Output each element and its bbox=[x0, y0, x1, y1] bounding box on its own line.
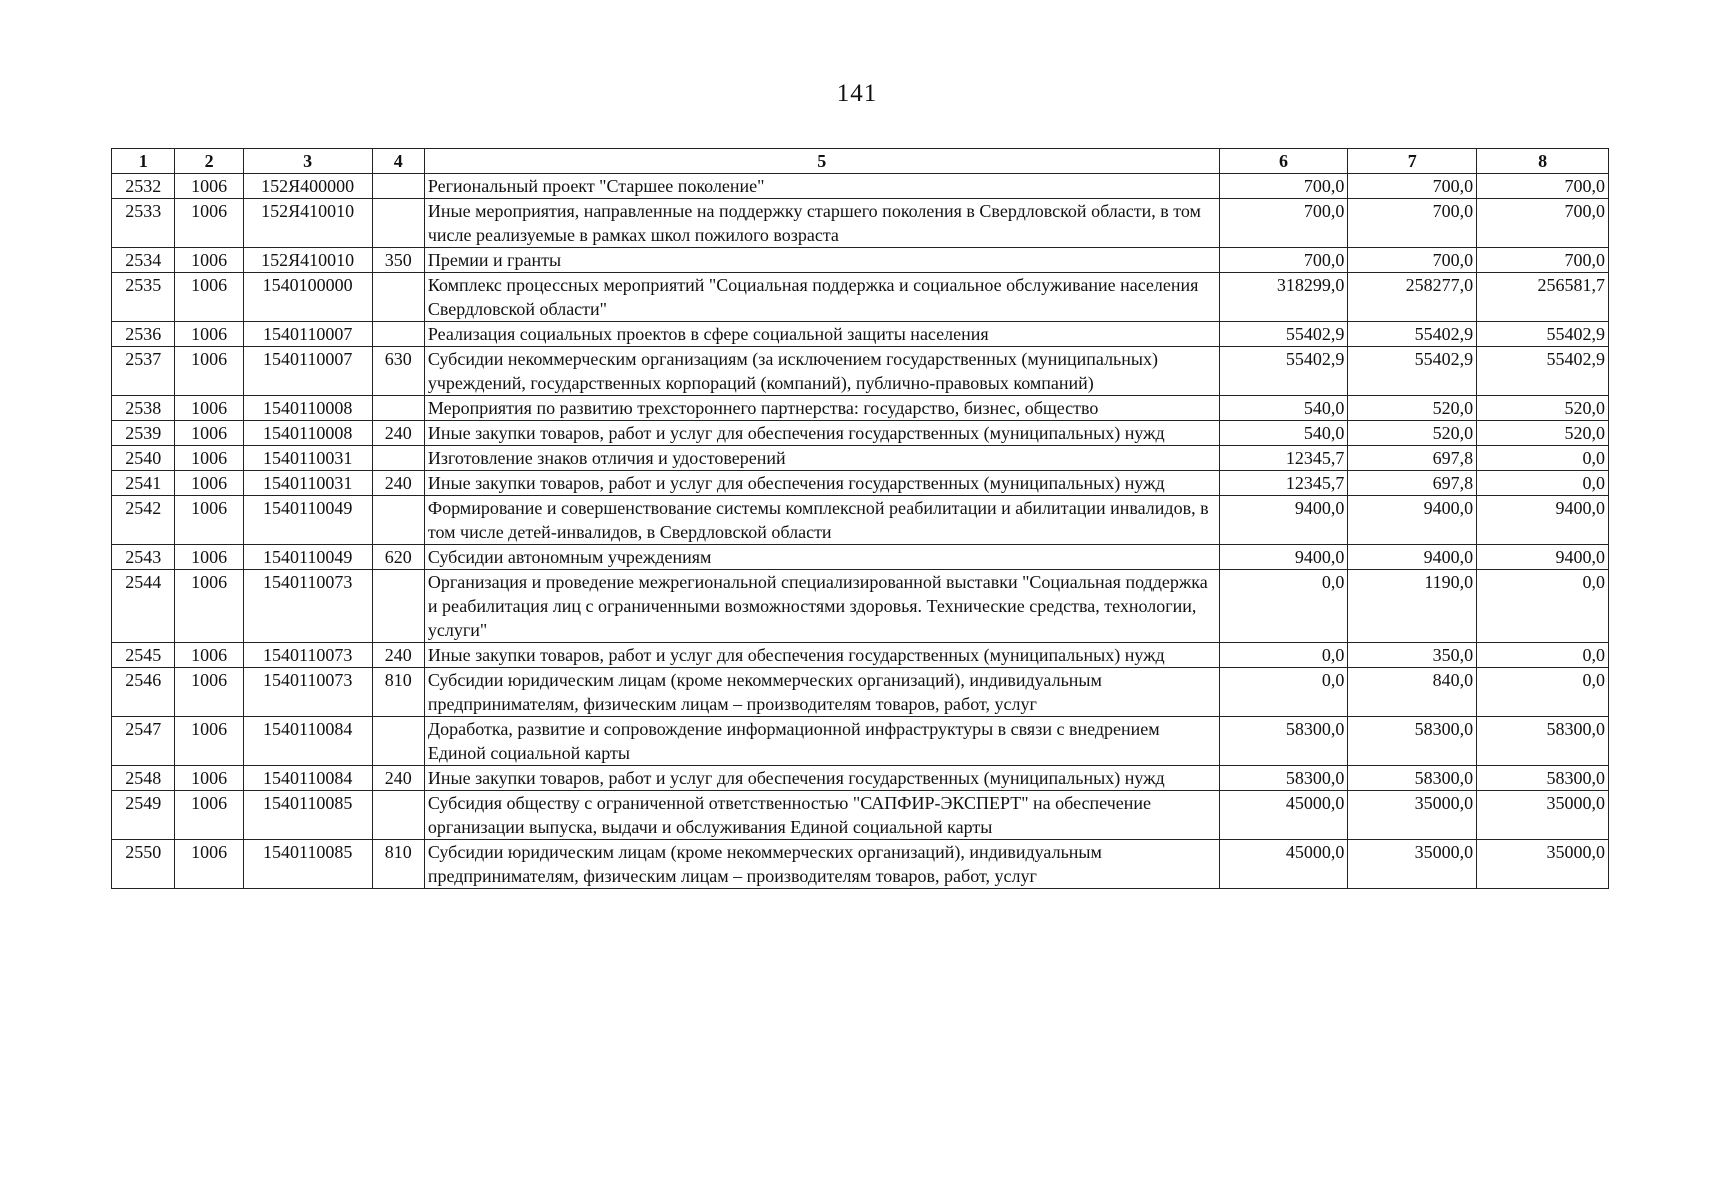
row-number-cell: 2544 bbox=[112, 570, 175, 643]
expense-type-cell: 240 bbox=[372, 766, 424, 791]
amount-col6-cell: 12345,7 bbox=[1219, 471, 1348, 496]
item-name-cell: Субсидии некоммерческим организациям (за исключением государственных (муниципальных) учреждений, государственных корпораций (компаний), публично-правовых компаний) bbox=[424, 347, 1219, 396]
amount-col7-cell: 58300,0 bbox=[1348, 717, 1477, 766]
expense-type-cell: 240 bbox=[372, 643, 424, 668]
target-article-cell: 152Я410010 bbox=[243, 248, 372, 273]
amount-col7-cell: 258277,0 bbox=[1348, 273, 1477, 322]
amount-col7-cell: 35000,0 bbox=[1348, 791, 1477, 840]
table-row bbox=[112, 471, 1609, 496]
target-article-cell: 1540110049 bbox=[243, 496, 372, 545]
column-header: 4 bbox=[372, 149, 424, 174]
section-code-cell: 1006 bbox=[175, 347, 243, 396]
target-article-cell: 1540110049 bbox=[243, 545, 372, 570]
amount-col8-cell: 55402,9 bbox=[1477, 347, 1609, 396]
table-row bbox=[112, 322, 1609, 347]
item-name-cell: Субсидия обществу с ограниченной ответственностью "САПФИР-ЭКСПЕРТ" на обеспечение организации выпуска, выдачи и обслуживания Единой социальной карты bbox=[424, 791, 1219, 840]
amount-col8-cell: 0,0 bbox=[1477, 471, 1609, 496]
item-name-cell: Доработка, развитие и сопровождение информационной инфраструктуры в связи с внедрением Единой социальной карты bbox=[424, 717, 1219, 766]
table-row bbox=[112, 643, 1609, 668]
column-header: 3 bbox=[243, 149, 372, 174]
expense-type-cell bbox=[372, 322, 424, 347]
target-article-cell: 1540110085 bbox=[243, 791, 372, 840]
item-name-cell: Иные закупки товаров, работ и услуг для обеспечения государственных (муниципальных) нужд bbox=[424, 421, 1219, 446]
item-name-cell: Изготовление знаков отличия и удостоверений bbox=[424, 446, 1219, 471]
amount-col8-cell: 0,0 bbox=[1477, 446, 1609, 471]
table-row bbox=[112, 273, 1609, 322]
amount-col8-cell: 0,0 bbox=[1477, 668, 1609, 717]
amount-col6-cell: 540,0 bbox=[1219, 421, 1348, 446]
amount-col8-cell: 520,0 bbox=[1477, 396, 1609, 421]
amount-col6-cell: 0,0 bbox=[1219, 570, 1348, 643]
expense-type-cell bbox=[372, 396, 424, 421]
amount-col8-cell: 700,0 bbox=[1477, 199, 1609, 248]
expense-type-cell: 240 bbox=[372, 471, 424, 496]
row-number-cell: 2532 bbox=[112, 174, 175, 199]
item-name-cell: Формирование и совершенствование системы комплексной реабилитации и абилитации инвалидов, в том числе детей-инвалидов, в Свердловской области bbox=[424, 496, 1219, 545]
section-code-cell: 1006 bbox=[175, 174, 243, 199]
amount-col8-cell: 58300,0 bbox=[1477, 717, 1609, 766]
amount-col6-cell: 9400,0 bbox=[1219, 545, 1348, 570]
section-code-cell: 1006 bbox=[175, 791, 243, 840]
row-number-cell: 2533 bbox=[112, 199, 175, 248]
amount-col7-cell: 700,0 bbox=[1348, 199, 1477, 248]
section-code-cell: 1006 bbox=[175, 396, 243, 421]
amount-col8-cell: 35000,0 bbox=[1477, 791, 1609, 840]
item-name-cell: Реализация социальных проектов в сфере социальной защиты населения bbox=[424, 322, 1219, 347]
budget-table bbox=[111, 148, 1609, 889]
table-row bbox=[112, 840, 1609, 889]
section-code-cell: 1006 bbox=[175, 273, 243, 322]
amount-col7-cell: 697,8 bbox=[1348, 471, 1477, 496]
amount-col6-cell: 700,0 bbox=[1219, 248, 1348, 273]
row-number-cell: 2548 bbox=[112, 766, 175, 791]
amount-col8-cell: 0,0 bbox=[1477, 570, 1609, 643]
item-name-cell: Мероприятия по развитию трехстороннего партнерства: государство, бизнес, общество bbox=[424, 396, 1219, 421]
table-row bbox=[112, 668, 1609, 717]
amount-col6-cell: 55402,9 bbox=[1219, 322, 1348, 347]
item-name-cell: Субсидии юридическим лицам (кроме некоммерческих организаций), индивидуальным предпринимателям, физическим лицам – производителям товаров, работ, услуг bbox=[424, 840, 1219, 889]
item-name-cell: Субсидии юридическим лицам (кроме некоммерческих организаций), индивидуальным предпринимателям, физическим лицам – производителям товаров, работ, услуг bbox=[424, 668, 1219, 717]
amount-col6-cell: 45000,0 bbox=[1219, 840, 1348, 889]
amount-col7-cell: 520,0 bbox=[1348, 396, 1477, 421]
row-number-cell: 2542 bbox=[112, 496, 175, 545]
amount-col6-cell: 700,0 bbox=[1219, 174, 1348, 199]
expense-type-cell: 630 bbox=[372, 347, 424, 396]
amount-col6-cell: 55402,9 bbox=[1219, 347, 1348, 396]
expense-type-cell: 240 bbox=[372, 421, 424, 446]
table-row bbox=[112, 717, 1609, 766]
target-article-cell: 1540110073 bbox=[243, 668, 372, 717]
row-number-cell: 2540 bbox=[112, 446, 175, 471]
amount-col8-cell: 55402,9 bbox=[1477, 322, 1609, 347]
section-code-cell: 1006 bbox=[175, 717, 243, 766]
expense-type-cell: 810 bbox=[372, 668, 424, 717]
target-article-cell: 152Я410010 bbox=[243, 199, 372, 248]
amount-col7-cell: 700,0 bbox=[1348, 174, 1477, 199]
amount-col8-cell: 9400,0 bbox=[1477, 496, 1609, 545]
table-row bbox=[112, 446, 1609, 471]
expense-type-cell bbox=[372, 496, 424, 545]
expense-type-cell bbox=[372, 273, 424, 322]
table-row bbox=[112, 421, 1609, 446]
section-code-cell: 1006 bbox=[175, 471, 243, 496]
target-article-cell: 1540110007 bbox=[243, 322, 372, 347]
amount-col8-cell: 700,0 bbox=[1477, 248, 1609, 273]
expense-type-cell bbox=[372, 199, 424, 248]
target-article-cell: 1540110073 bbox=[243, 643, 372, 668]
item-name-cell: Иные закупки товаров, работ и услуг для обеспечения государственных (муниципальных) нужд bbox=[424, 643, 1219, 668]
amount-col6-cell: 45000,0 bbox=[1219, 791, 1348, 840]
page-number: 141 bbox=[836, 80, 878, 107]
amount-col7-cell: 840,0 bbox=[1348, 668, 1477, 717]
amount-col8-cell: 520,0 bbox=[1477, 421, 1609, 446]
amount-col7-cell: 55402,9 bbox=[1348, 347, 1477, 396]
table-row bbox=[112, 174, 1609, 199]
target-article-cell: 1540100000 bbox=[243, 273, 372, 322]
row-number-cell: 2535 bbox=[112, 273, 175, 322]
expense-type-cell: 810 bbox=[372, 840, 424, 889]
table-row bbox=[112, 347, 1609, 396]
amount-col8-cell: 35000,0 bbox=[1477, 840, 1609, 889]
amount-col8-cell: 58300,0 bbox=[1477, 766, 1609, 791]
column-header: 1 bbox=[112, 149, 175, 174]
item-name-cell: Региональный проект "Старшее поколение" bbox=[424, 174, 1219, 199]
amount-col7-cell: 55402,9 bbox=[1348, 322, 1477, 347]
amount-col6-cell: 58300,0 bbox=[1219, 717, 1348, 766]
column-header: 6 bbox=[1219, 149, 1348, 174]
expense-type-cell bbox=[372, 446, 424, 471]
header-row bbox=[112, 149, 1609, 174]
expense-type-cell bbox=[372, 717, 424, 766]
section-code-cell: 1006 bbox=[175, 446, 243, 471]
amount-col6-cell: 9400,0 bbox=[1219, 496, 1348, 545]
target-article-cell: 1540110008 bbox=[243, 396, 372, 421]
row-number-cell: 2543 bbox=[112, 545, 175, 570]
target-article-cell: 1540110031 bbox=[243, 471, 372, 496]
table-row bbox=[112, 396, 1609, 421]
section-code-cell: 1006 bbox=[175, 840, 243, 889]
amount-col6-cell: 700,0 bbox=[1219, 199, 1348, 248]
target-article-cell: 1540110084 bbox=[243, 717, 372, 766]
section-code-cell: 1006 bbox=[175, 248, 243, 273]
amount-col7-cell: 697,8 bbox=[1348, 446, 1477, 471]
row-number-cell: 2539 bbox=[112, 421, 175, 446]
amount-col6-cell: 0,0 bbox=[1219, 668, 1348, 717]
section-code-cell: 1006 bbox=[175, 421, 243, 446]
row-number-cell: 2545 bbox=[112, 643, 175, 668]
item-name-cell: Иные закупки товаров, работ и услуг для обеспечения государственных (муниципальных) нужд bbox=[424, 766, 1219, 791]
table-row bbox=[112, 199, 1609, 248]
target-article-cell: 1540110008 bbox=[243, 421, 372, 446]
amount-col8-cell: 9400,0 bbox=[1477, 545, 1609, 570]
amount-col8-cell: 0,0 bbox=[1477, 643, 1609, 668]
amount-col8-cell: 700,0 bbox=[1477, 174, 1609, 199]
amount-col7-cell: 520,0 bbox=[1348, 421, 1477, 446]
section-code-cell: 1006 bbox=[175, 545, 243, 570]
expense-type-cell: 620 bbox=[372, 545, 424, 570]
table-row bbox=[112, 791, 1609, 840]
item-name-cell: Субсидии автономным учреждениям bbox=[424, 545, 1219, 570]
column-header: 5 bbox=[424, 149, 1219, 174]
table-header bbox=[112, 149, 1609, 174]
expense-type-cell: 350 bbox=[372, 248, 424, 273]
row-number-cell: 2538 bbox=[112, 396, 175, 421]
column-header: 8 bbox=[1477, 149, 1609, 174]
table-row bbox=[112, 496, 1609, 545]
amount-col6-cell: 540,0 bbox=[1219, 396, 1348, 421]
table-row bbox=[112, 248, 1609, 273]
amount-col6-cell: 318299,0 bbox=[1219, 273, 1348, 322]
section-code-cell: 1006 bbox=[175, 766, 243, 791]
row-number-cell: 2550 bbox=[112, 840, 175, 889]
target-article-cell: 1540110007 bbox=[243, 347, 372, 396]
section-code-cell: 1006 bbox=[175, 570, 243, 643]
section-code-cell: 1006 bbox=[175, 496, 243, 545]
target-article-cell: 1540110085 bbox=[243, 840, 372, 889]
amount-col7-cell: 9400,0 bbox=[1348, 545, 1477, 570]
section-code-cell: 1006 bbox=[175, 643, 243, 668]
item-name-cell: Комплекс процессных мероприятий "Социальная поддержка и социальное обслуживание населения Свердловской области" bbox=[424, 273, 1219, 322]
column-header: 2 bbox=[175, 149, 243, 174]
amount-col7-cell: 350,0 bbox=[1348, 643, 1477, 668]
amount-col7-cell: 9400,0 bbox=[1348, 496, 1477, 545]
target-article-cell: 1540110031 bbox=[243, 446, 372, 471]
section-code-cell: 1006 bbox=[175, 199, 243, 248]
row-number-cell: 2546 bbox=[112, 668, 175, 717]
row-number-cell: 2536 bbox=[112, 322, 175, 347]
table-row bbox=[112, 766, 1609, 791]
expense-type-cell bbox=[372, 791, 424, 840]
column-header: 7 bbox=[1348, 149, 1477, 174]
item-name-cell: Иные закупки товаров, работ и услуг для обеспечения государственных (муниципальных) нужд bbox=[424, 471, 1219, 496]
amount-col7-cell: 1190,0 bbox=[1348, 570, 1477, 643]
target-article-cell: 152Я400000 bbox=[243, 174, 372, 199]
row-number-cell: 2547 bbox=[112, 717, 175, 766]
row-number-cell: 2534 bbox=[112, 248, 175, 273]
amount-col6-cell: 0,0 bbox=[1219, 643, 1348, 668]
table-row bbox=[112, 545, 1609, 570]
row-number-cell: 2549 bbox=[112, 791, 175, 840]
item-name-cell: Премии и гранты bbox=[424, 248, 1219, 273]
amount-col6-cell: 12345,7 bbox=[1219, 446, 1348, 471]
table-row bbox=[112, 570, 1609, 643]
amount-col7-cell: 700,0 bbox=[1348, 248, 1477, 273]
item-name-cell: Организация и проведение межрегиональной специализированной выставки "Социальная поддержка и реабилитация лиц с ограниченными возможностями здоровья. Технические средства, технологии, услуги" bbox=[424, 570, 1219, 643]
target-article-cell: 1540110084 bbox=[243, 766, 372, 791]
expense-type-cell bbox=[372, 174, 424, 199]
amount-col8-cell: 256581,7 bbox=[1477, 273, 1609, 322]
table-body bbox=[112, 174, 1609, 889]
target-article-cell: 1540110073 bbox=[243, 570, 372, 643]
section-code-cell: 1006 bbox=[175, 668, 243, 717]
expense-type-cell bbox=[372, 570, 424, 643]
section-code-cell: 1006 bbox=[175, 322, 243, 347]
row-number-cell: 2541 bbox=[112, 471, 175, 496]
amount-col7-cell: 35000,0 bbox=[1348, 840, 1477, 889]
amount-col6-cell: 58300,0 bbox=[1219, 766, 1348, 791]
row-number-cell: 2537 bbox=[112, 347, 175, 396]
item-name-cell: Иные мероприятия, направленные на поддержку старшего поколения в Свердловской области, в том числе реализуемые в рамках школ пожилого возраста bbox=[424, 199, 1219, 248]
amount-col7-cell: 58300,0 bbox=[1348, 766, 1477, 791]
